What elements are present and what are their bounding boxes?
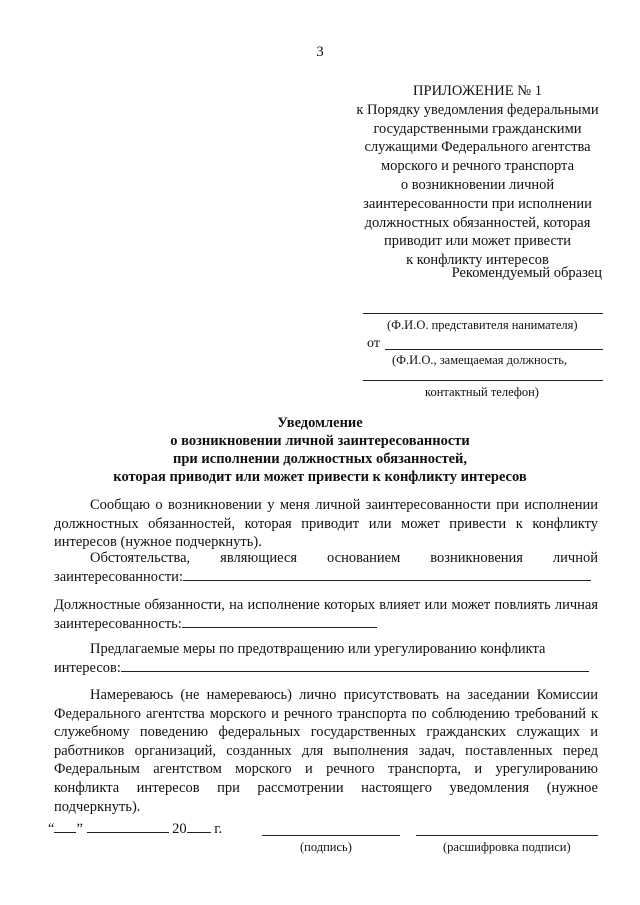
appendix-line: служащими Федерального агентства <box>364 139 591 156</box>
signature-decoding-caption: (расшифровка подписи) <box>443 840 571 854</box>
paragraph-circumstances <box>54 549 598 586</box>
appendix-line: к Порядку уведомления федеральными <box>356 101 599 118</box>
title-line: Уведомление <box>277 415 363 431</box>
signature-line[interactable] <box>262 835 400 836</box>
from-label: от <box>367 336 380 351</box>
employee-name-line[interactable] <box>385 349 603 350</box>
paragraph-commission-attendance: Намереваюсь (не намереваюсь) лично присутствовать на заседании Комиссии Федерального агентства морского и речного транспорта по соблюдению требований к служебному поведению федеральных государственных гражданских служащих и работников организаций, созданных для выполнения задач, поставленных перед Федеральным агентством морского и речного транспорта, и урегулированию конфликта интересов при рассмотрении настоящего уведомления (нужное подчеркнуть). <box>54 687 598 815</box>
appendix-title: ПРИЛОЖЕНИЕ № 1 <box>413 83 542 99</box>
word: возникновения <box>430 550 523 566</box>
title-line: при исполнении должностных обязанностей, <box>173 451 467 467</box>
employee-caption: (Ф.И.О., замещаемая должность, <box>392 353 568 367</box>
duties-input-line[interactable] <box>182 616 377 628</box>
appendix-line: заинтересованности при исполнении <box>363 195 592 212</box>
month-input-line[interactable] <box>87 821 169 833</box>
appendix-line: к конфликту интересов <box>406 252 549 269</box>
appendix-block <box>345 82 610 270</box>
appendix-line: о возникновении личной <box>400 176 555 193</box>
word: основанием <box>327 550 401 566</box>
signature-caption: (подпись) <box>300 840 352 854</box>
year-prefix: 20 <box>172 821 187 837</box>
signature-decoding-line[interactable] <box>416 835 598 836</box>
circumstances-input-line[interactable] <box>183 569 591 581</box>
paragraph-conflict-statement: Сообщаю о возникновении у меня личной заинтересованности при исполнении должностных обязанностей, которая приводит или может привести к конфликту интересов (нужное подчеркнуть). <box>54 497 598 551</box>
year-suffix: г. <box>214 821 223 837</box>
appendix-line: приводит или может привести <box>384 233 571 250</box>
year-input-line[interactable] <box>187 821 211 833</box>
employer-caption: (Ф.И.О. представителя нанимателя) <box>387 318 578 332</box>
recommended-sample-label: Рекомендуемый образец <box>451 265 602 281</box>
employer-name-line[interactable] <box>363 313 603 314</box>
word: Обстоятельства, <box>90 550 191 566</box>
title-line: о возникновении личной заинтересованности <box>170 433 470 449</box>
measures-text: Предлагаемые меры по предотвращению или урегулированию конфликта <box>90 641 546 657</box>
appendix-line: должностных обязанностей, которая <box>364 214 591 231</box>
date-field <box>48 821 222 838</box>
title-line: которая приводит или может привести к конфликту интересов <box>113 469 527 485</box>
page-number: 3 <box>316 44 324 60</box>
quote-open: “ <box>48 821 55 837</box>
paragraph-duties <box>54 596 598 633</box>
day-input-line[interactable] <box>54 821 76 833</box>
notice-title <box>0 414 640 486</box>
quote-close: ” <box>76 821 83 837</box>
word: личной <box>552 550 598 566</box>
paragraph-measures <box>54 640 598 677</box>
phone-line[interactable] <box>363 380 603 381</box>
appendix-line: морского и речного транспорта <box>380 158 575 175</box>
measures-input-line[interactable] <box>121 660 589 672</box>
duties-text: Должностные обязанности, на исполнение которых влияет или может повлиять личная заинтересованность: <box>54 597 598 632</box>
measures-label: интересов: <box>54 659 121 676</box>
phone-caption: контактный телефон) <box>425 385 539 399</box>
word: являющиеся <box>220 550 298 566</box>
circumstances-label: заинтересованности: <box>54 568 183 585</box>
appendix-line: государственными гражданскими <box>373 120 582 137</box>
